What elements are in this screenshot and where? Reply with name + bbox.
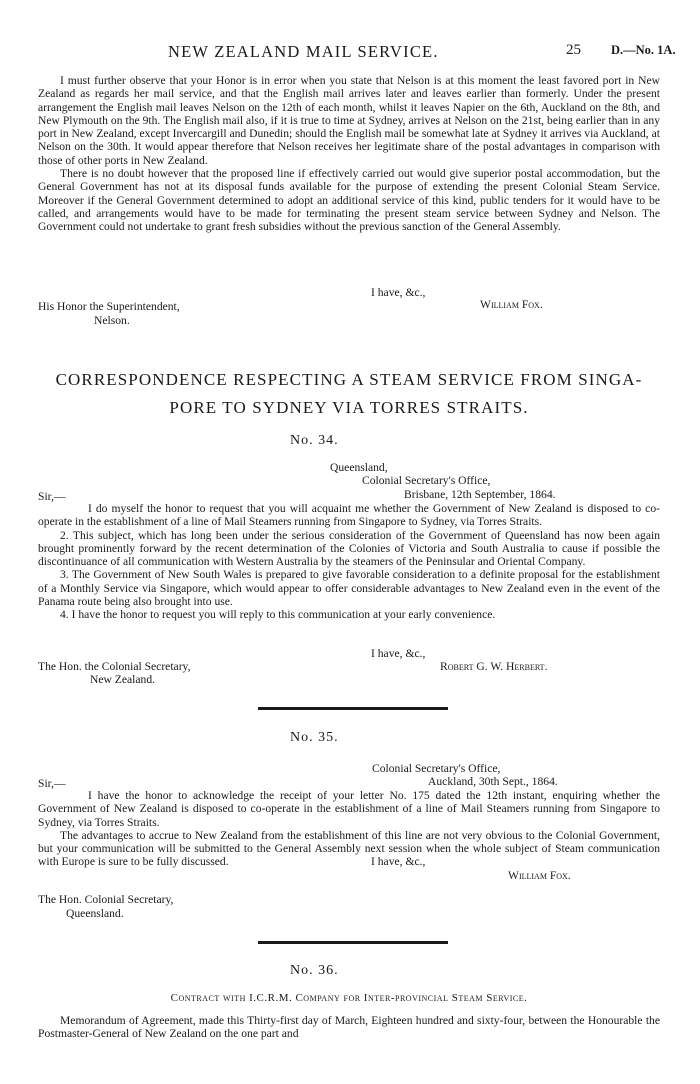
addressee: His Honor the Superintendent, xyxy=(38,300,180,313)
closing: I have, &c., xyxy=(371,286,426,299)
letter-top-body xyxy=(38,74,660,234)
letter-number: No. 34. xyxy=(290,433,339,448)
paragraph: I have the honor to acknowledge the receipt of your letter No. 175 dated the 12th instant, enquiring whether the Government of New Zealand is disposed to co-operate in the establishment of a line of Mail Steamers running from Singapore to Sydney, via Torres Straits. xyxy=(38,789,660,829)
page-header xyxy=(0,42,700,64)
page-number: 25 xyxy=(566,42,581,58)
contract-heading: Contract with I.C.R.M. Company for Inter-provincial Steam Service. xyxy=(170,992,528,1004)
section-heading-line: CORRESPONDENCE RESPECTING A STEAM SERVICE FROM SINGA- xyxy=(55,370,643,389)
section-heading xyxy=(38,366,660,422)
paragraph: 2. This subject, which has long been under the serious consideration of the Government of Queensland has now been again brought prominently forward by the recent determination of the Colonies of Victoria and South Australia to cause if possible the discontinuance of all communication with Western Australia by the steamers of the Peninsular and Oriental Company. xyxy=(38,528,660,569)
letter34-body xyxy=(38,502,660,622)
closing: I have, &c., xyxy=(371,647,426,660)
letter35-body xyxy=(38,789,660,869)
salutation: Sir,— xyxy=(38,777,66,790)
paragraph: Memorandum of Agreement, made this Thirty-first day of March, Eighteen hundred and sixty-four, between the Honourable the Postmaster-General of New Zealand on the one part and xyxy=(38,1014,660,1041)
addressee: The Hon. Colonial Secretary, xyxy=(38,893,174,906)
letter-office: Colonial Secretary's Office, xyxy=(372,762,501,775)
letter-place: Queensland, xyxy=(330,461,388,474)
salutation: Sir,— xyxy=(38,490,66,503)
running-title: NEW ZEALAND MAIL SERVICE. xyxy=(168,42,439,61)
document36-body xyxy=(38,1014,660,1041)
letter-date: Brisbane, 12th September, 1864. xyxy=(404,488,556,501)
letter-date: Auckland, 30th Sept., 1864. xyxy=(428,775,558,788)
addressee: The Hon. the Colonial Secretary, xyxy=(38,660,191,673)
signature: William Fox. xyxy=(480,298,543,311)
section-divider xyxy=(258,941,448,944)
letter-number: No. 35. xyxy=(290,730,339,745)
paragraph: I do myself the honor to request that you will acquaint me whether the Government of New Zealand is disposed to co-operate in the establishment of a line of Mail Steamers running from Singapore to Sydney, via Torres Straits. xyxy=(38,502,660,529)
paragraph: There is no doubt however that the proposed line if effectively carried out would give superior postal accommodation, but the General Government has not at its disposal funds available for the purpose of extending the present Colonial Steam Service. Moreover if the General Government determined to adopt an additional service of this kind, public tenders for it would have to be called, and arrangements would have to be made for terminating the present steam service between Sydney and Nelson. The Government could not undertake to grant fresh subsidies without the previous sanction of the General Assembly. xyxy=(38,167,660,234)
document-number: No. 36. xyxy=(290,963,339,978)
paragraph: 3. The Government of New South Wales is prepared to give favorable consideration to a definite proposal for the establishment of a Monthly Service via Singapore, which would appear to offer considerable advantages to New Zealand even in the event of the Panama route being also brought into use. xyxy=(38,568,660,609)
addressee-place: Queensland. xyxy=(66,907,124,920)
paragraph: 4. I have the honor to request you will reply to this communication at your early convenience. xyxy=(60,608,496,622)
signature: Robert G. W. Herbert. xyxy=(440,660,548,673)
addressee-place: Nelson. xyxy=(94,314,130,327)
section-heading-line: PORE TO SYDNEY VIA TORRES STRAITS. xyxy=(169,398,529,417)
paragraph: The advantages to accrue to New Zealand from the establishment of this line are not very obvious to the Colonial Government, but your communication will be submitted to the General Assembly next session when the whole subject of Steam communication with Europe is sure to be fully discussed. xyxy=(38,828,660,869)
closing: I have, &c., xyxy=(371,855,426,868)
document-reference: D.—No. 1A. xyxy=(611,43,676,57)
letter-office: Colonial Secretary's Office, xyxy=(362,474,491,487)
paragraph: I must further observe that your Honor is in error when you state that Nelson is at this moment the least favored port in New Zealand as regards her mail service, and that the English mail arrives later and leaves earlier than formerly. Under the present arrangement the English mail leaves Nelson on the 12th of each month, whilst it leaves Napier on the 6th, Auckland on the 8th, and New Plymouth on the 9th. The English mail also, if it is true to time at Sydney, arrives at Nelson on the 21st, being earlier than in any port in New Zealand, except Invercargill and Dunedin; should the English mail be somewhat late at Sydney it arrives via Auckland, at Nelson on the 30th. It would appear therefore that Nelson receives her legitimate share of the postal advantages in comparison with those of other ports in New Zealand. xyxy=(38,74,660,167)
addressee-place: New Zealand. xyxy=(90,673,156,686)
section-divider xyxy=(258,707,448,710)
signature: William Fox. xyxy=(508,869,571,882)
